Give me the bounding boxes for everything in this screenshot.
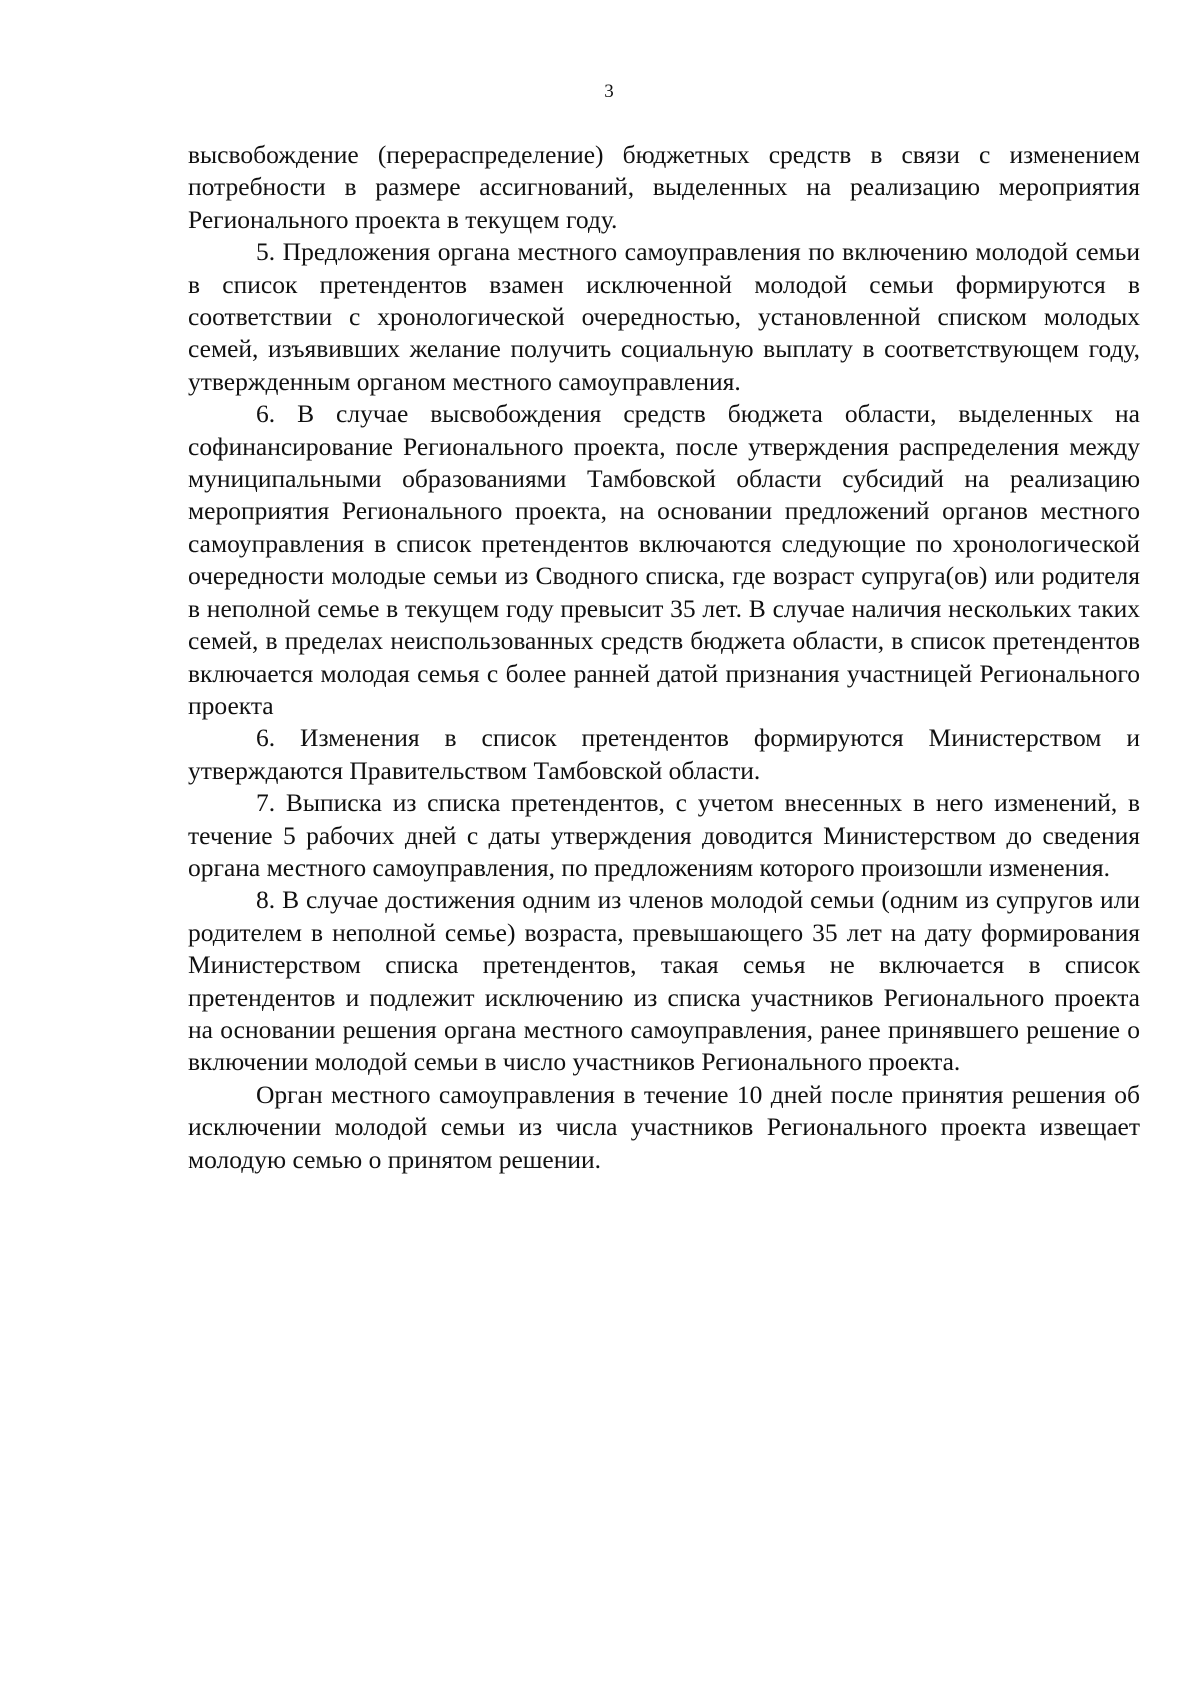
document-body: [188, 139, 1140, 1176]
paragraph-item-6-budget-release: 6. В случае высвобождения средств бюджета области, выделенных на софинансирование Регионального проекта, после утверждения распределения между муниципальными образованиями Тамбовской области субсидий на реализацию мероприятия Регионального проекта, на основании предложений органов местного самоуправления в список претендентов включаются следующие по хронологической очередности молодые семьи из Сводного списка, где возраст супруга(ов) или родителя в неполной семье в текущем году превысит 35 лет. В случае наличия нескольких таких семей, в пределах неиспользованных средств бюджета области, в список претендентов включается молодая семья с более ранней датой признания участницей Регионального проекта: [188, 399, 1140, 720]
paragraph-continuation: высвобождение (перераспределение) бюджетных средств в связи с изменением потребности в размере ассигнований, выделенных на реализацию мероприятия Регионального проекта в текущем году.: [188, 140, 1140, 234]
paragraph-item-8: 8. В случае достижения одним из членов молодой семьи (одним из супругов или родителем в неполной семье) возраста, превышающего 35 лет на дату формирования Министерством списка претендентов, такая семья не включается в список претендентов и подлежит исключению из списка участников Регионального проекта на основании решения органа местного самоуправления, ранее принявшего решение о включении молодой семьи в число участников Регионального проекта.: [188, 885, 1140, 1077]
paragraph-notification: Орган местного самоуправления в течение 10 дней после принятия решения об исключении молодой семьи из числа участников Регионального проекта извещает молодую семью о принятом решении.: [188, 1079, 1140, 1174]
paragraph-item-7: 7. Выписка из списка претендентов, с учетом внесенных в него изменений, в течение 5 рабочих дней с даты утверждения доводится Министерством до сведения органа местного самоуправления, по предложениям которого произошли изменения.: [188, 788, 1140, 882]
paragraph-item-5: 5. Предложения органа местного самоуправления по включению молодой семьи в список претендентов взамен исключенной молодой семьи формируются в соответствии с хронологической очередностью, установленной списком молодых семей, изъявивших желание получить социальную выплату в соответствующем году, утвержденным органом местного самоуправления.: [188, 237, 1140, 396]
page-number: 3: [604, 81, 614, 102]
paragraph-item-6-list-changes: 6. Изменения в список претендентов формируются Министерством и утверждаются Правительством Тамбовской области.: [188, 723, 1140, 785]
